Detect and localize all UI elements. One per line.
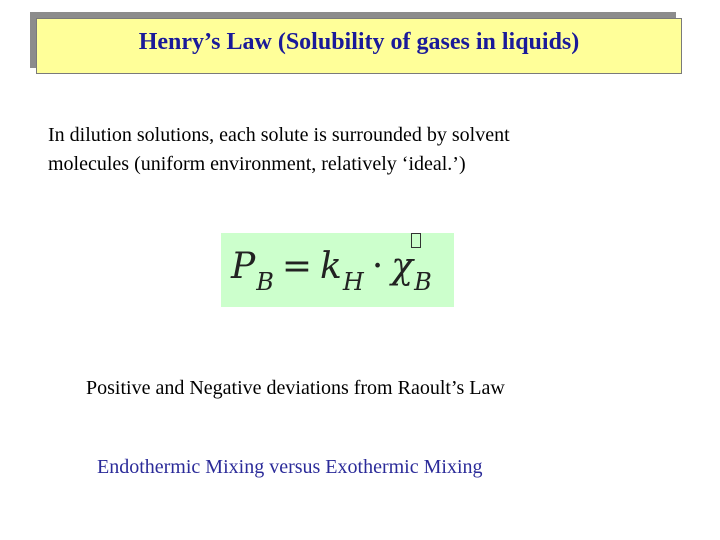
intro-line-1: In dilution solutions, each solute is surrounded by solvent xyxy=(48,124,510,146)
henry-law-formula xyxy=(231,246,432,296)
formula-equals: = xyxy=(281,246,313,287)
formula-mole-fraction: χ xyxy=(391,246,414,287)
formula-pressure: P xyxy=(231,246,256,287)
intro-paragraph xyxy=(48,121,688,179)
title-box xyxy=(36,18,682,74)
formula-mole-fraction-group xyxy=(391,247,413,287)
deviation-text: Positive and Negative deviations from Raoult’s Law xyxy=(86,377,505,399)
formula-box xyxy=(221,233,454,307)
formula-dot: · xyxy=(371,246,384,287)
missing-glyph-box xyxy=(411,233,421,248)
formula-constant-subscript: H xyxy=(342,268,364,296)
intro-line-2: molecules (uniform environment, relatively ‘ideal.’) xyxy=(48,153,466,175)
mixing-text: Endothermic Mixing versus Exothermic Mixing xyxy=(97,456,483,478)
formula-mole-fraction-subscript: B xyxy=(414,268,432,296)
formula-pressure-subscript: B xyxy=(256,268,274,296)
formula-constant: k xyxy=(320,246,342,287)
slide-title: Henry’s Law (Solubility of gases in liquids) xyxy=(138,28,580,55)
